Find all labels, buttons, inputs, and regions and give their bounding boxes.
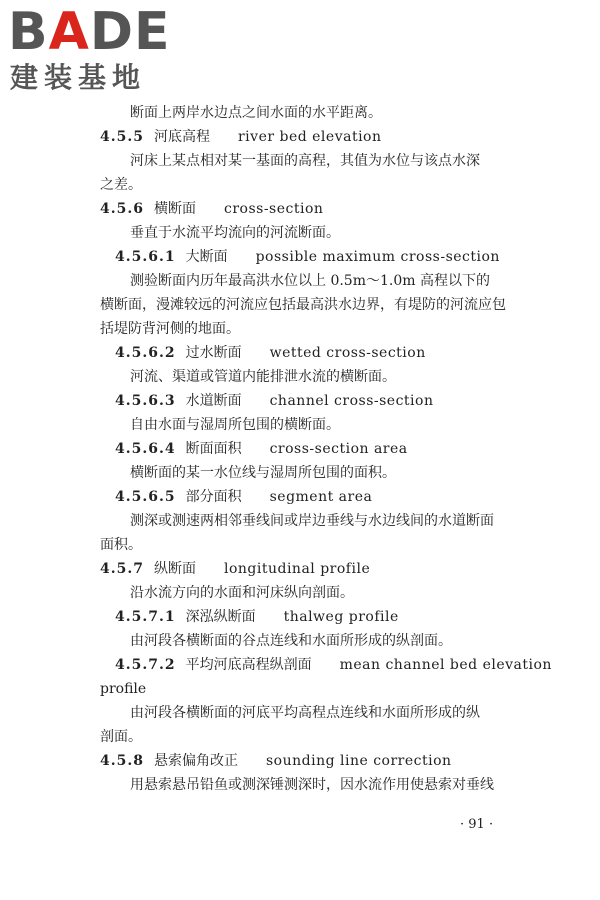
paragraph-line: 自由水面与湿周所包围的横断面。 — [130, 417, 340, 433]
term-chinese: 水道断面 — [185, 393, 242, 409]
paragraph-line: 垂直于水流平均流向的河流断面。 — [130, 225, 340, 241]
logo-chinese-text: 建装基地 — [10, 61, 147, 94]
term-english: cross-section — [223, 201, 324, 217]
paragraph-line: profile — [100, 681, 147, 697]
document-body — [100, 101, 552, 797]
term-chinese: 纵断面 — [153, 561, 196, 577]
paragraph-line: 由河段各横断面的河底平均高程点连线和水面所形成的纵 — [130, 705, 480, 721]
term-chinese: 深泓纵断面 — [185, 609, 256, 625]
section-number: 4.5.6.5 — [115, 489, 176, 505]
section-heading — [100, 749, 528, 773]
section-number: 4.5.7.2 — [115, 657, 176, 673]
section-number: 4.5.8 — [100, 753, 144, 769]
term-english: mean channel bed elevation — [339, 657, 552, 673]
section-number: 4.5.6.4 — [115, 441, 176, 457]
section-number: 4.5.7 — [100, 561, 144, 577]
term-chinese: 平均河底高程纵剖面 — [185, 657, 312, 673]
term-english: possible maximum cross-section — [255, 249, 500, 265]
section-number: 4.5.6.3 — [115, 393, 176, 409]
subsection-heading — [100, 437, 528, 461]
logo-wordmark: BADE — [8, 2, 171, 62]
term-english: channel cross-section — [269, 393, 434, 409]
paragraph-line: 测深或测速两相邻垂线间或岸边垂线与水边线间的水道断面 — [130, 513, 494, 529]
paragraph-line: 剖面。 — [100, 729, 142, 745]
paragraph-line: 横断面，漫滩较远的河流应包括最高洪水边界，有堤防的河流应包 — [100, 297, 506, 313]
term-chinese: 过水断面 — [185, 345, 242, 361]
section-number: 4.5.5 — [100, 129, 144, 145]
subsection-heading — [100, 605, 528, 629]
page-number: · 91 · — [460, 817, 494, 832]
section-number: 4.5.6.2 — [115, 345, 176, 361]
term-english: cross-section area — [269, 441, 408, 457]
term-chinese: 横断面 — [153, 201, 196, 217]
term-english: wetted cross-section — [269, 345, 426, 361]
subsection-heading — [100, 485, 528, 509]
paragraph-line: 沿水流方向的水面和河床纵向剖面。 — [130, 585, 354, 601]
section-heading — [100, 125, 528, 149]
term-english: segment area — [269, 489, 373, 505]
term-chinese: 大断面 — [185, 249, 228, 265]
paragraph-line: 括堤防背河侧的地面。 — [100, 321, 240, 337]
paragraph-line: 断面上两岸水边点之间水面的水平距离。 — [130, 105, 382, 121]
section-heading — [100, 557, 528, 581]
term-chinese: 悬索偏角改正 — [153, 753, 238, 769]
term-english: thalweg profile — [283, 609, 399, 625]
section-number: 4.5.7.1 — [115, 609, 176, 625]
paragraph-line: 由河段各横断面的谷点连线和水面所形成的纵剖面。 — [130, 633, 452, 649]
term-chinese: 河底高程 — [153, 129, 210, 145]
section-number: 4.5.6.1 — [115, 249, 176, 265]
term-english: sounding line correction — [265, 753, 452, 769]
term-chinese: 断面面积 — [185, 441, 242, 457]
section-number: 4.5.6 — [100, 201, 144, 217]
term-english: river bed elevation — [237, 129, 382, 145]
paragraph-line: 河床上某点相对某一基面的高程，其值为水位与该点水深 — [130, 153, 480, 169]
paragraph-line: 面积。 — [100, 537, 142, 553]
subsection-heading — [100, 653, 552, 677]
paragraph-line: 横断面的某一水位线与湿周所包围的面积。 — [130, 465, 396, 481]
term-chinese: 部分面积 — [185, 489, 242, 505]
term-english: longitudinal profile — [223, 561, 371, 577]
subsection-heading — [100, 389, 528, 413]
paragraph-line: 测验断面内历年最高洪水位以上 0.5m～1.0m 高程以下的 — [130, 273, 490, 289]
section-heading — [100, 197, 528, 221]
subsection-heading — [100, 245, 528, 269]
paragraph-line: 之差。 — [100, 177, 142, 193]
bade-logo — [8, 2, 178, 96]
paragraph-line: 河流、渠道或管道内能排泄水流的横断面。 — [130, 369, 396, 385]
subsection-heading — [100, 341, 528, 365]
paragraph-line: 用悬索悬吊铅鱼或测深锤测深时，因水流作用使悬索对垂线 — [130, 777, 494, 793]
